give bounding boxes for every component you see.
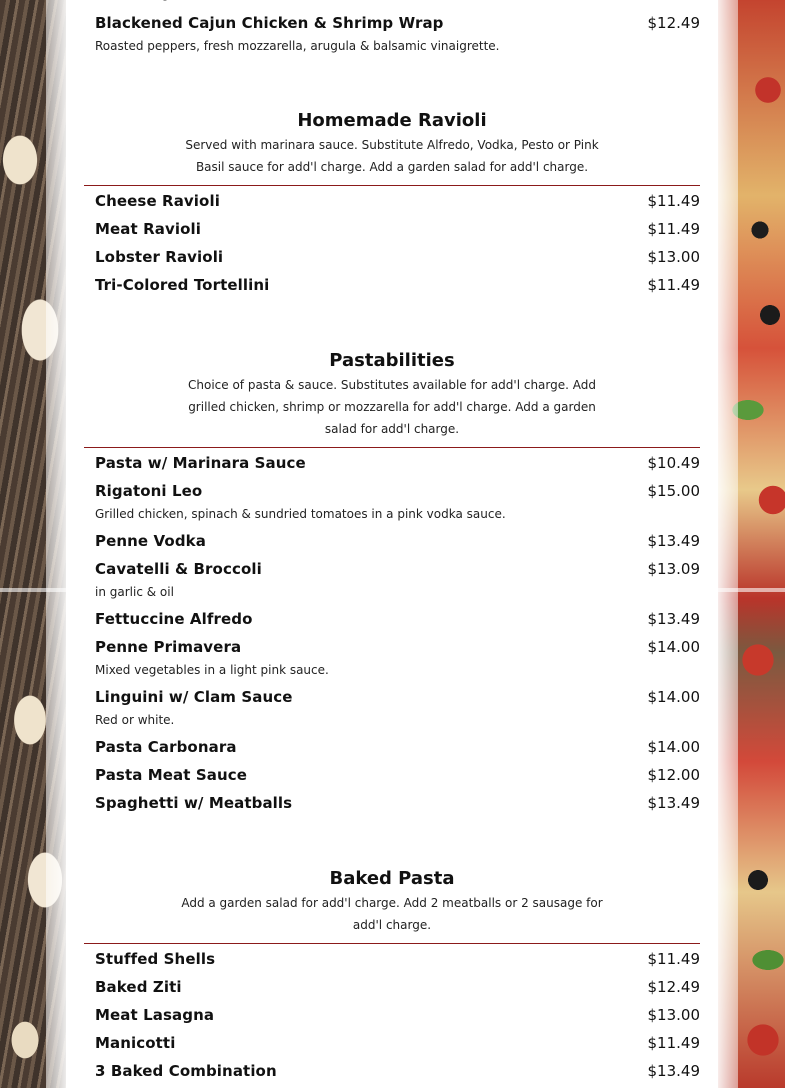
item-description: Grilled chicken, spinach & sundried tomatoes in a pink vodka sauce. <box>95 507 506 521</box>
section-divider <box>84 447 700 448</box>
item-price: $11.49 <box>647 950 700 968</box>
item-description: Mixed vegetables in a light pink sauce. <box>95 663 329 677</box>
item-price: $14.00 <box>647 738 700 756</box>
menu-item <box>95 766 700 784</box>
item-price: $13.00 <box>647 248 700 266</box>
section-description-pastabilities: Choice of pasta & sauce. Substitutes available for add'l charge. Add grilled chicken, shrimp or mozzarella for add'l charge. Add a garden salad for add'l charge. <box>188 378 596 436</box>
item-name: Stuffed Shells <box>95 950 216 968</box>
item-price: $12.49 <box>647 14 700 32</box>
menu-item <box>95 738 700 756</box>
item-name: Pasta w/ Marinara Sauce <box>95 454 306 472</box>
section-description-baked-pasta: Add a garden salad for add'l charge. Add 2 meatballs or 2 sausage for add'l charge. <box>181 896 603 932</box>
menu-item <box>95 950 700 968</box>
item-price: $12.49 <box>647 978 700 996</box>
item-price: $11.49 <box>647 276 700 294</box>
item-description: in garlic & oil <box>95 585 174 599</box>
menu-item <box>95 794 700 812</box>
item-description: Roasted peppers, fresh mozzarella, arugula & balsamic vinaigrette. <box>95 39 500 53</box>
menu-item <box>95 248 700 266</box>
item-price: $13.49 <box>647 532 700 550</box>
item-price: $13.49 <box>647 794 700 812</box>
item-name: Pasta Carbonara <box>95 738 237 756</box>
menu-item <box>95 638 700 656</box>
item-name: Penne Primavera <box>95 638 242 656</box>
section-divider <box>84 185 700 186</box>
background-divider-right <box>718 588 785 592</box>
menu-item <box>95 978 700 996</box>
menu-item <box>95 276 700 294</box>
item-price: $13.09 <box>647 560 700 578</box>
item-name: Meat Lasagna <box>95 1006 215 1024</box>
menu-item <box>95 560 700 578</box>
item-price: $14.00 <box>647 688 700 706</box>
menu-item <box>95 610 700 628</box>
menu-panel <box>66 0 718 1088</box>
section-title-ravioli: Homemade Ravioli <box>297 110 487 131</box>
item-name: Cheese Ravioli <box>95 192 220 210</box>
item-name: Meat Ravioli <box>95 220 201 238</box>
item-price: $11.49 <box>647 192 700 210</box>
item-price: $12.00 <box>647 766 700 784</box>
item-name: Fettuccine Alfredo <box>95 610 253 628</box>
menu-item <box>95 454 700 472</box>
item-name: Rigatoni Leo <box>95 482 203 500</box>
item-name: Baked Ziti <box>95 978 182 996</box>
menu-item-wrap <box>95 14 700 32</box>
item-price: $13.00 <box>647 1006 700 1024</box>
item-price: $11.49 <box>647 220 700 238</box>
item-price: $15.00 <box>647 482 700 500</box>
item-name: Linguini w/ Clam Sauce <box>95 688 293 706</box>
partial-description <box>95 0 217 1</box>
background-fade-right <box>718 0 738 1088</box>
item-price: $11.49 <box>647 1034 700 1052</box>
menu-item <box>95 1034 700 1052</box>
menu-item <box>95 1062 700 1080</box>
menu-item <box>95 192 700 210</box>
item-name: Spaghetti w/ Meatballs <box>95 794 293 812</box>
section-divider <box>84 943 700 944</box>
item-name: Cavatelli & Broccoli <box>95 560 262 578</box>
item-price: $10.49 <box>647 454 700 472</box>
section-title-pastabilities: Pastabilities <box>329 350 455 371</box>
item-name: Manicotti <box>95 1034 176 1052</box>
section-title-baked-pasta: Baked Pasta <box>329 868 455 889</box>
item-price: $13.49 <box>647 1062 700 1080</box>
menu-item <box>95 482 700 500</box>
item-name: Tri-Colored Tortellini <box>95 276 270 294</box>
menu-content <box>84 0 700 1088</box>
item-price: $14.00 <box>647 638 700 656</box>
menu-item <box>95 532 700 550</box>
item-name: Pasta Meat Sauce <box>95 766 248 784</box>
menu-item <box>95 1006 700 1024</box>
background-fade-left <box>46 0 66 1088</box>
section-description-ravioli: Served with marinara sauce. Substitute Alfredo, Vodka, Pesto or Pink Basil sauce for add'l charge. Add a garden salad for add'l charge. <box>185 138 599 174</box>
item-name: Lobster Ravioli <box>95 248 224 266</box>
menu-item <box>95 220 700 238</box>
item-name: Penne Vodka <box>95 532 206 550</box>
item-name: 3 Baked Combination <box>95 1062 277 1080</box>
background-divider-left <box>0 588 66 592</box>
menu-item <box>95 688 700 706</box>
item-price: $13.49 <box>647 610 700 628</box>
item-name: Blackened Cajun Chicken & Shrimp Wrap <box>95 14 444 32</box>
item-description: Red or white. <box>95 713 175 727</box>
